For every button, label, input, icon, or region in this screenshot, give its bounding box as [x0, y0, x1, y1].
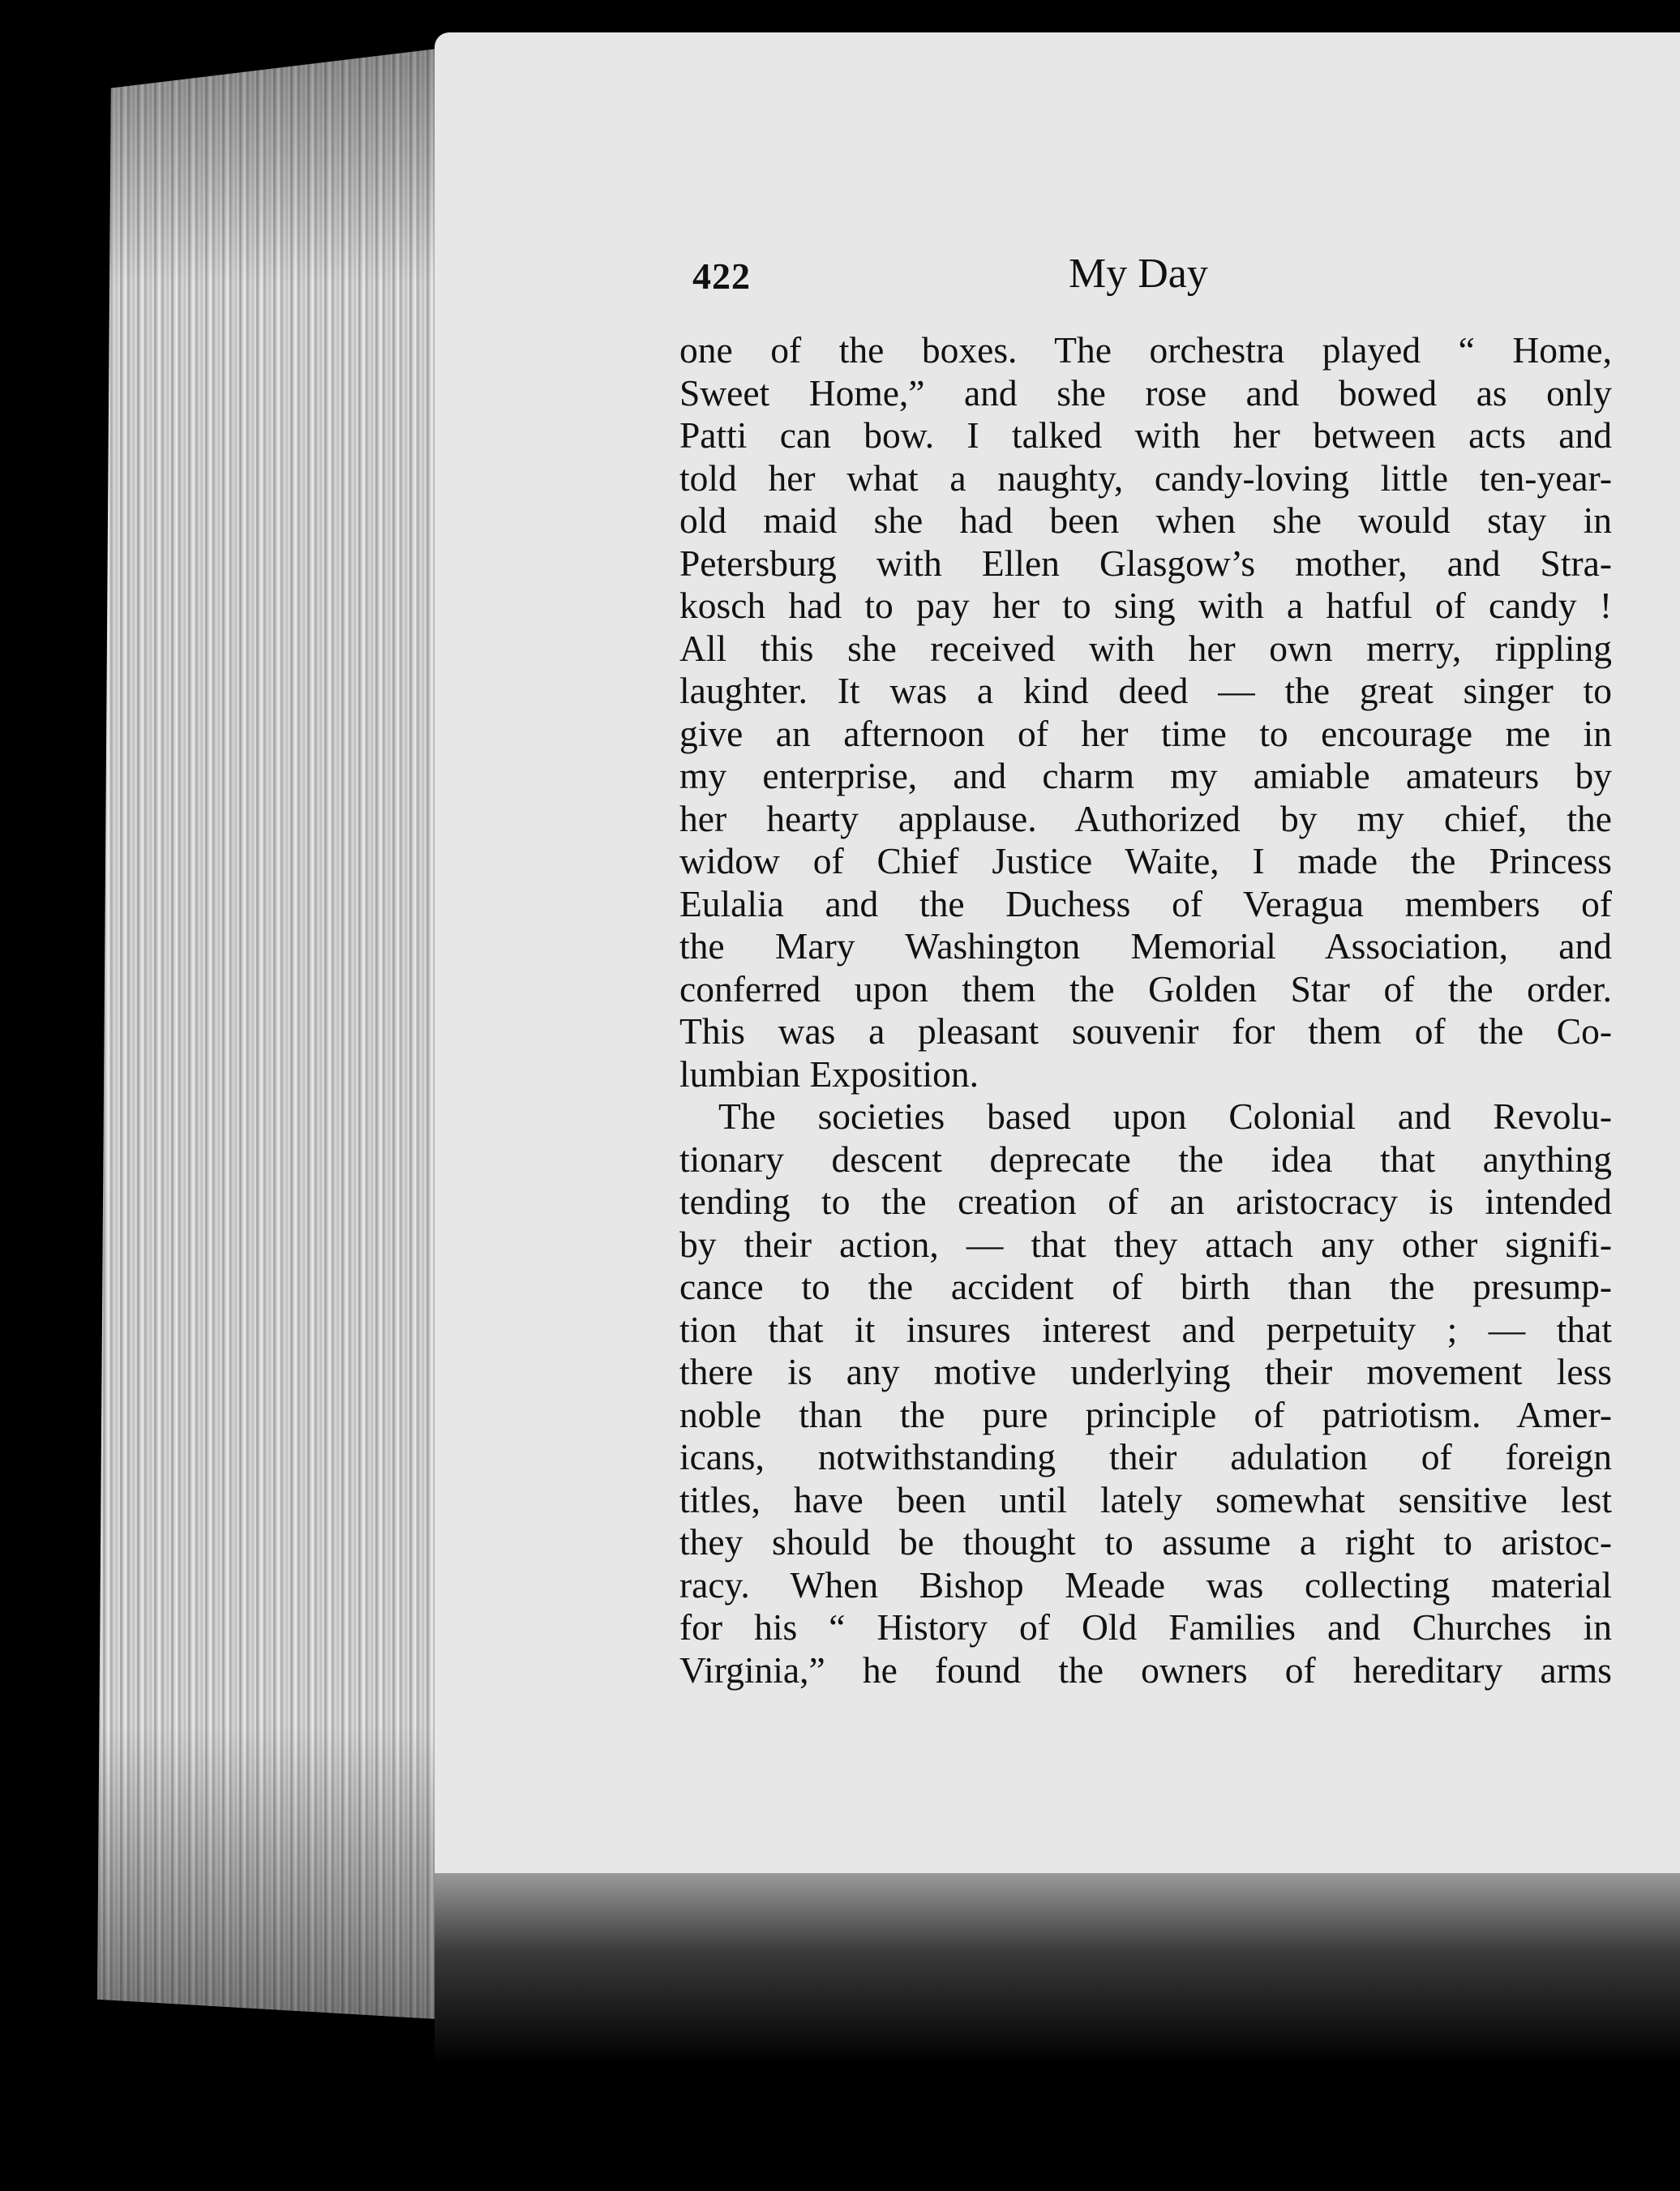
running-title: My Day [1069, 251, 1208, 297]
text-line: the Mary Washington Memorial Association, and [679, 925, 1612, 967]
text-block [679, 250, 1612, 1691]
text-line: by their action, — that they attach any other signifi- [679, 1223, 1612, 1265]
text-line: Virginia,” he found the owners of hereditary arms [679, 1649, 1612, 1691]
text-line: All this she received with her own merry, rippling [679, 627, 1612, 669]
text-line: kosch had to pay her to sing with a hatful of candy ! [679, 585, 1612, 626]
text-line: This was a pleasant souvenir for them of the Co- [679, 1010, 1612, 1052]
body-text [679, 329, 1612, 1691]
page-bottom-shadow [435, 1873, 1680, 2191]
text-line: icans, notwithstanding their adulation of foreign [679, 1436, 1612, 1477]
text-line: Sweet Home,” and she rose and bowed as only [679, 371, 1612, 414]
running-head [679, 250, 1612, 315]
text-line: lumbian Exposition. [679, 1053, 979, 1095]
text-line: noble than the pure principle of patriotism. Amer- [679, 1393, 1612, 1435]
text-line: tionary descent deprecate the idea that anything [679, 1138, 1612, 1180]
text-line: there is any motive underlying their movement less [679, 1351, 1612, 1392]
text-line: Patti can bow. I talked with her between acts and [679, 414, 1612, 456]
text-line: one of the boxes. The orchestra played “ Home, [679, 329, 1612, 371]
text-line: old maid she had been when she would stay in [679, 500, 1612, 541]
text-line: my enterprise, and charm my amiable amateurs by [679, 755, 1612, 796]
text-line: for his “ History of Old Families and Churches in [679, 1606, 1612, 1648]
text-line: her hearty applause. Authorized by my chief, the [679, 797, 1612, 839]
text-line: cance to the accident of birth than the presump- [679, 1266, 1612, 1307]
text-line: tending to the creation of an aristocracy is intended [679, 1181, 1612, 1222]
book-page-edges [97, 49, 438, 2019]
text-line: laughter. It was a kind deed — the great singer to [679, 670, 1612, 711]
text-line: conferred upon them the Golden Star of the order. [679, 967, 1612, 1010]
text-line: they should be thought to assume a right to aristoc- [679, 1521, 1612, 1563]
text-line: titles, have been until lately somewhat sensitive lest [679, 1478, 1612, 1520]
text-line: Petersburg with Ellen Glasgow’s mother, and Stra- [679, 542, 1612, 584]
page-number: 422 [692, 255, 751, 297]
text-line: racy. When Bishop Meade was collecting material [679, 1563, 1612, 1606]
text-line: give an afternoon of her time to encourage me in [679, 712, 1612, 754]
text-line: tion that it insures interest and perpetuity ; — that [679, 1308, 1612, 1350]
text-line: widow of Chief Justice Waite, I made the Princess [679, 840, 1612, 881]
text-line: Eulalia and the Duchess of Veragua members of [679, 882, 1612, 924]
text-line: told her what a naughty, candy-loving little ten-year- [679, 457, 1612, 499]
text-line: The societies based upon Colonial and Revolu- [718, 1096, 1612, 1137]
